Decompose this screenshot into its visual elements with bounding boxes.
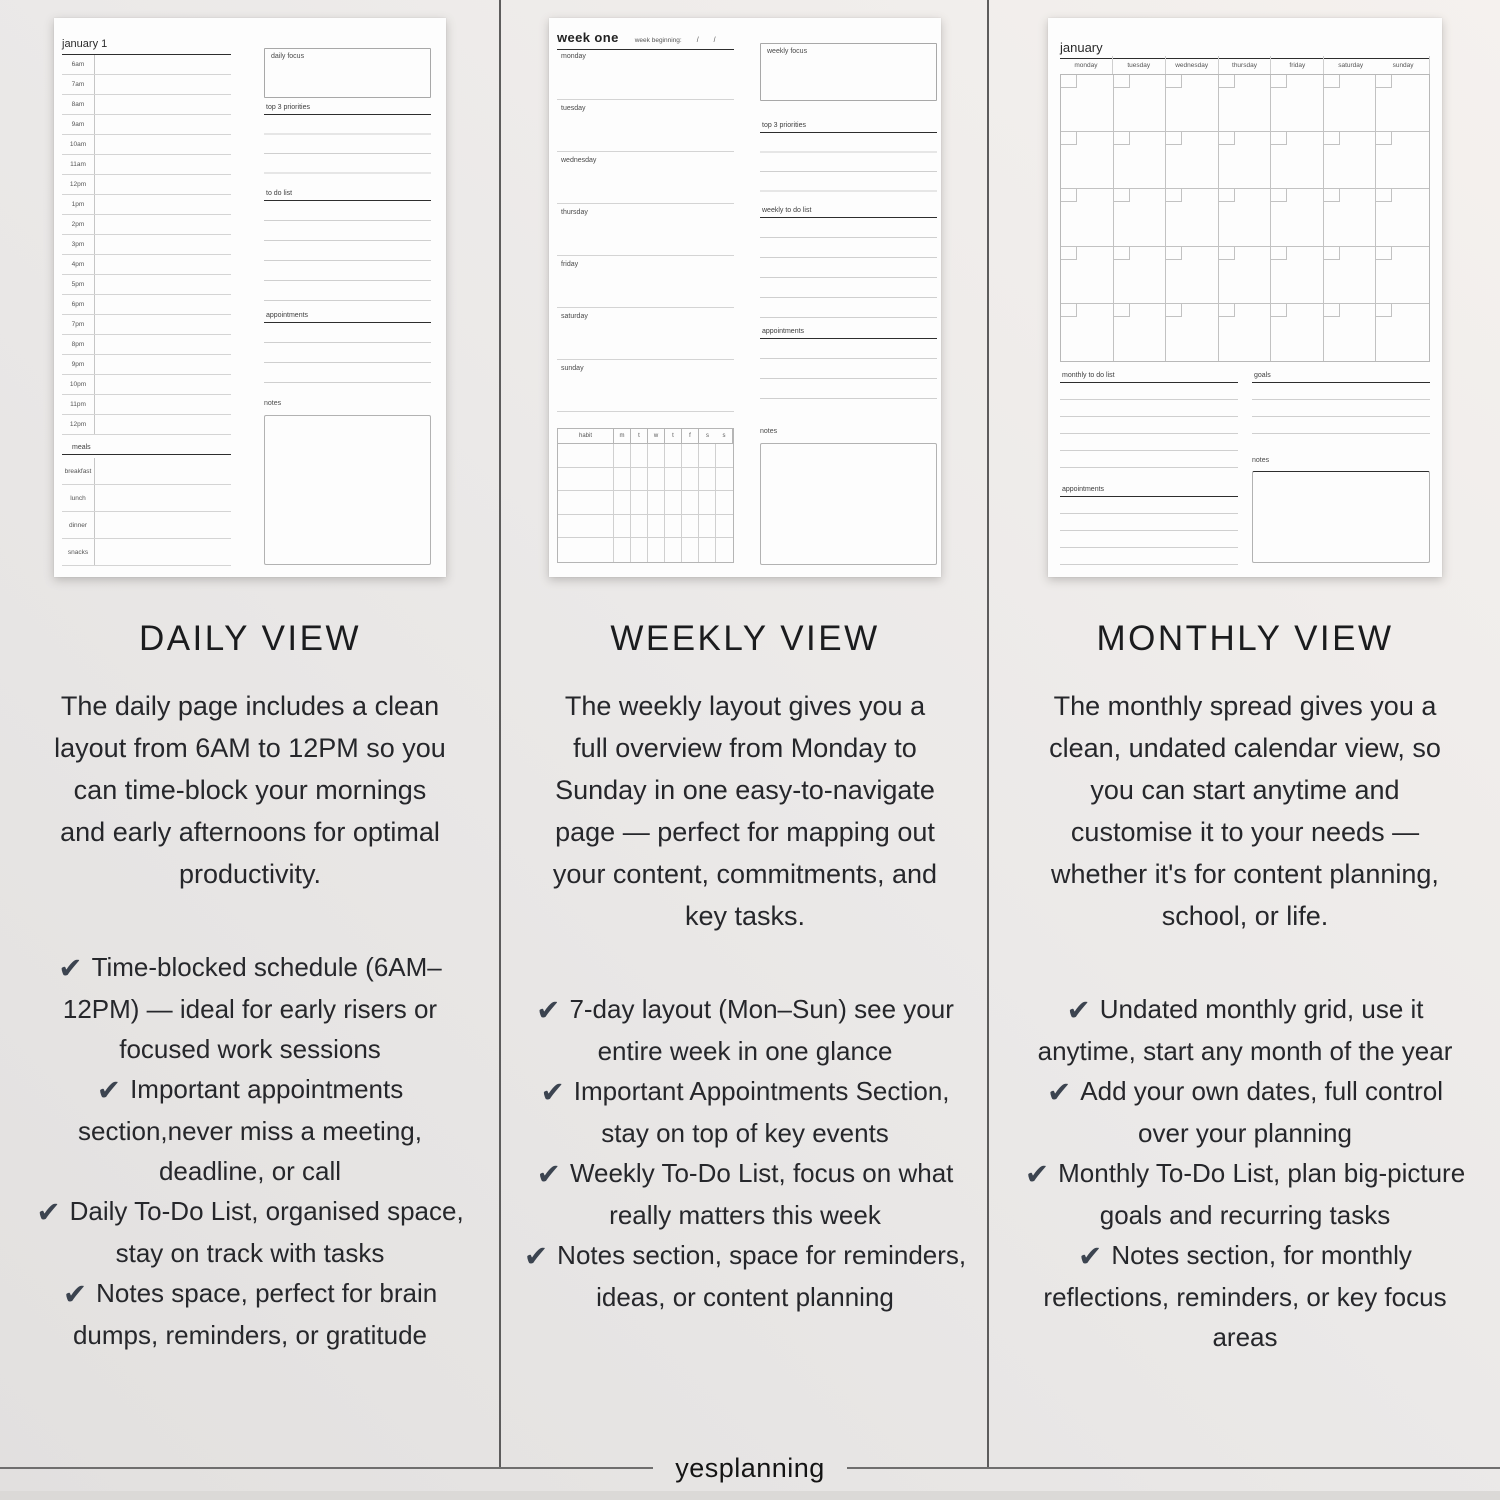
- time-slot-row: [62, 375, 231, 395]
- weekday-header-cell: friday: [1271, 56, 1324, 74]
- time-slot-row: [62, 135, 231, 155]
- monthly-planner-preview: [1048, 18, 1442, 577]
- time-slot-row: [62, 315, 231, 335]
- ruled-lines: [264, 323, 431, 383]
- feature-item: [24, 947, 476, 1069]
- meal-row: [62, 458, 231, 485]
- time-label: 10am: [62, 135, 95, 154]
- habit-header-row: [558, 429, 733, 444]
- time-slot-row: [62, 195, 231, 215]
- meal-row: [62, 485, 231, 512]
- time-slot-row: [62, 215, 231, 235]
- habit-grid: [558, 444, 733, 562]
- time-label: 2pm: [62, 215, 95, 234]
- monthly-bottom-right: [1252, 372, 1430, 563]
- time-label: 3pm: [62, 235, 95, 254]
- time-slot-write-area: [95, 275, 231, 294]
- time-slot-write-area: [95, 415, 231, 434]
- column-heading-weekly: WEEKLY VIEW: [610, 619, 880, 658]
- ruled-lines: [760, 133, 937, 192]
- time-slot-row: [62, 355, 231, 375]
- feature-item: [1019, 1235, 1471, 1357]
- feature-list-daily: [24, 947, 476, 1355]
- meal-write-area: [95, 485, 231, 511]
- check-icon: ✔: [1046, 1077, 1072, 1109]
- priorities-heading: top 3 priorities: [760, 122, 937, 133]
- column-heading-daily: DAILY VIEW: [138, 619, 362, 658]
- todo-heading: monthly to do list: [1060, 372, 1238, 383]
- time-slot-write-area: [95, 135, 231, 154]
- weekly-appointments-section: [760, 328, 937, 399]
- time-slot-write-area: [95, 335, 231, 354]
- time-slot-write-area: [95, 295, 231, 314]
- week-beginning-label: week beginning:: [634, 37, 682, 44]
- time-slot-write-area: [95, 315, 231, 334]
- weekly-right-column: [760, 18, 937, 577]
- weekly-focus-box: [760, 43, 937, 101]
- feature-text: 7-day layout (Mon–Sun) see your entire week in one glance: [569, 994, 954, 1066]
- habit-header-cell: f: [682, 429, 699, 444]
- time-slot-row: [62, 95, 231, 115]
- time-label: 8am: [62, 95, 95, 114]
- time-label: 11am: [62, 155, 95, 174]
- weekly-page-title-row: [557, 30, 734, 50]
- feature-item: [24, 1273, 476, 1355]
- time-slot-row: [62, 255, 231, 275]
- time-slot-row: [62, 115, 231, 135]
- meal-write-area: [95, 512, 231, 538]
- appointments-heading: appointments: [1060, 486, 1238, 497]
- meal-label: dinner: [62, 512, 95, 538]
- time-slot-row: [62, 155, 231, 175]
- habit-tracker-table: [557, 428, 734, 563]
- meal-write-area: [95, 539, 231, 565]
- daily-appointments-section: [264, 312, 431, 383]
- meal-label: breakfast: [62, 458, 95, 484]
- daily-page-title: january 1: [62, 38, 231, 55]
- ruled-lines: [1060, 497, 1238, 565]
- notes-box: [264, 415, 431, 565]
- daily-focus-box: [264, 48, 431, 98]
- weekday-section: thursday: [557, 204, 734, 256]
- time-slot-row: [62, 55, 231, 75]
- time-label: 6pm: [62, 295, 95, 314]
- feature-item: [519, 1071, 971, 1153]
- feature-item: [519, 1235, 971, 1317]
- weekly-focus-label: weekly focus: [767, 48, 808, 55]
- feature-text: Important Appointments Section, stay on top of key events: [573, 1076, 950, 1148]
- check-icon: ✔: [1024, 1159, 1050, 1191]
- feature-text: Monthly To-Do List, plan big-picture goals and recurring tasks: [1058, 1158, 1466, 1230]
- time-slot-write-area: [95, 375, 231, 394]
- time-slot-write-area: [95, 215, 231, 234]
- time-label: 7pm: [62, 315, 95, 334]
- time-slot-write-area: [95, 95, 231, 114]
- weekday-header-cell: thursday: [1219, 56, 1272, 74]
- meals-table: [62, 458, 231, 566]
- habit-header-cell: t: [631, 429, 648, 444]
- weekday-section: saturday: [557, 308, 734, 360]
- habit-header-cell: t: [665, 429, 682, 444]
- time-slot-write-area: [95, 355, 231, 374]
- feature-text: Time-blocked schedule (6AM–12PM) — ideal for early risers or focused work sessions: [62, 952, 442, 1064]
- weekday-section: monday: [557, 48, 734, 100]
- meal-label: lunch: [62, 485, 95, 511]
- check-icon: ✔: [536, 1159, 561, 1191]
- time-slot-write-area: [95, 155, 231, 174]
- monthly-notes-section: [1252, 449, 1430, 563]
- feature-text: Daily To-Do List, organised space, stay on track with tasks: [69, 1196, 464, 1268]
- date-slash: /: [696, 37, 699, 44]
- weekday-header-cell: saturday: [1338, 61, 1364, 69]
- time-slot-write-area: [95, 235, 231, 254]
- habit-header-cell: s: [699, 429, 716, 444]
- weekday-header-cell: sunday: [1377, 56, 1430, 74]
- ruled-lines: [1060, 383, 1238, 468]
- time-label: 6am: [62, 55, 95, 74]
- monthly-column: [990, 0, 1500, 1452]
- meal-row: [62, 512, 231, 539]
- check-icon: ✔: [96, 1075, 122, 1107]
- time-label: 4pm: [62, 255, 95, 274]
- todo-heading: weekly to do list: [760, 207, 937, 218]
- priorities-heading: top 3 priorities: [264, 104, 431, 115]
- month-calendar-grid: [1060, 74, 1430, 362]
- weekday-section: tuesday: [557, 100, 734, 152]
- date-slash: /: [713, 37, 716, 44]
- time-slot-row: [62, 175, 231, 195]
- appointments-heading: appointments: [760, 328, 937, 339]
- todo-heading: to do list: [264, 190, 431, 201]
- notes-label: notes: [264, 400, 282, 407]
- feature-item: [1019, 1071, 1471, 1153]
- notes-box: [1252, 471, 1430, 563]
- footer: [0, 1448, 1500, 1488]
- time-slot-write-area: [95, 195, 231, 214]
- notes-label: notes: [760, 428, 778, 435]
- weekly-notes-section: [760, 420, 937, 565]
- meal-label: snacks: [62, 539, 95, 565]
- time-label: 12pm: [62, 415, 95, 434]
- habit-header-cell: habit: [558, 429, 614, 444]
- column-description-daily: The daily page includes a clean layout from 6AM to 12PM so you can time-block your mornings and early afternoons for optimal productivity.: [54, 691, 446, 889]
- brand-name: yesplanning: [675, 1452, 825, 1483]
- column-description-monthly: The monthly spread gives you a clean, undated calendar view, so you can start anytime and customise it to your needs — whether it's for content planning, school, or life.: [1049, 691, 1441, 931]
- feature-item: [519, 989, 971, 1071]
- bottom-edge-band: [0, 1491, 1500, 1500]
- time-slot-write-area: [95, 55, 231, 74]
- feature-item: [1019, 989, 1471, 1071]
- weekday-header-cell: wednesday: [1166, 56, 1219, 74]
- weekday-section: sunday: [557, 360, 734, 412]
- daily-column: [0, 0, 500, 1452]
- feature-item: [24, 1191, 476, 1273]
- daily-focus-label: daily focus: [271, 53, 305, 60]
- weekly-planner-preview: [549, 18, 941, 577]
- weekly-day-sections: [557, 48, 734, 412]
- feature-item: [24, 1069, 476, 1191]
- check-icon: ✔: [1078, 1241, 1103, 1273]
- feature-text: Important appointments section,never miss a meeting, deadline, or call: [78, 1074, 422, 1186]
- meals-heading: meals: [62, 444, 231, 455]
- goals-heading: goals: [1252, 372, 1430, 383]
- daily-todo-section: [264, 190, 431, 301]
- weekday-header-cell: monday: [1060, 56, 1113, 74]
- monthly-page-title: january: [1060, 40, 1430, 59]
- footer-line-left: [0, 1467, 653, 1469]
- feature-item: [519, 1153, 971, 1235]
- feature-list-weekly: [519, 989, 971, 1317]
- time-slot-write-area: [95, 175, 231, 194]
- check-icon: ✔: [62, 1279, 88, 1311]
- feature-text: Notes section, for monthly reflections, reminders, or key focus areas: [1043, 1240, 1447, 1352]
- time-slot-row: [62, 395, 231, 415]
- column-description-weekly: The weekly layout gives you a full overview from Monday to Sunday in one easy-to-navigate page — perfect for mapping out your content, commitments, and key tasks.: [552, 691, 938, 931]
- weekly-column: [500, 0, 990, 1452]
- time-label: 10pm: [62, 375, 95, 394]
- ruled-lines: [1252, 383, 1430, 434]
- column-heading-monthly: MONTHLY VIEW: [1096, 619, 1394, 658]
- appointments-heading: appointments: [264, 312, 431, 323]
- meal-row: [62, 539, 231, 566]
- daily-planner-preview: [54, 18, 446, 577]
- habit-header-cell: s: [716, 429, 733, 444]
- feature-list-monthly: [1019, 989, 1471, 1357]
- time-label: 9am: [62, 115, 95, 134]
- time-label: 7am: [62, 75, 95, 94]
- weekly-page-title: week one: [557, 30, 619, 45]
- check-icon: ✔: [540, 1077, 565, 1109]
- feature-text: Undated monthly grid, use it anytime, start any month of the year: [1037, 994, 1453, 1066]
- time-slot-row: [62, 415, 231, 435]
- habit-header-cell: w: [648, 429, 665, 444]
- monthly-goals-section: [1252, 372, 1430, 434]
- weekly-priorities-section: [760, 122, 937, 192]
- check-icon: ✔: [523, 1241, 549, 1273]
- feature-text: Notes section, space for reminders, ideas, or content planning: [557, 1240, 967, 1312]
- time-label: 5pm: [62, 275, 95, 294]
- feature-item: [1019, 1153, 1471, 1235]
- time-slot-write-area: [95, 395, 231, 414]
- weekly-todo-section: [760, 207, 937, 318]
- weekday-section: friday: [557, 256, 734, 308]
- feature-text: Weekly To-Do List, focus on what really matters this week: [569, 1158, 954, 1230]
- notes-box: [760, 443, 937, 565]
- check-icon: ✔: [1066, 995, 1091, 1027]
- feature-text: Add your own dates, full control over your planning: [1080, 1076, 1444, 1148]
- ruled-lines: [760, 218, 937, 318]
- time-slot-row: [62, 335, 231, 355]
- monthly-todo-section: [1060, 372, 1238, 468]
- time-label: 8pm: [62, 335, 95, 354]
- daily-priorities-section: [264, 104, 431, 174]
- time-slot-write-area: [95, 115, 231, 134]
- ruled-lines: [264, 201, 431, 301]
- monthly-appointments-section: [1060, 486, 1238, 565]
- check-icon: ✔: [58, 953, 83, 985]
- time-slot-row: [62, 75, 231, 95]
- weekday-header-cell: tuesday: [1113, 56, 1166, 74]
- meal-write-area: [95, 458, 231, 484]
- weekday-header-row: [1060, 56, 1430, 74]
- monthly-bottom-left: [1060, 372, 1238, 565]
- time-slot-row: [62, 295, 231, 315]
- time-label: 9pm: [62, 355, 95, 374]
- daily-schedule: [62, 55, 231, 435]
- time-slot-row: [62, 275, 231, 295]
- check-icon: ✔: [536, 995, 561, 1027]
- ruled-lines: [760, 339, 937, 399]
- time-label: 1pm: [62, 195, 95, 214]
- time-label: 11pm: [62, 395, 95, 414]
- habit-header-cell: m: [614, 429, 631, 444]
- feature-text: Notes space, perfect for brain dumps, reminders, or gratitude: [72, 1278, 438, 1350]
- notes-label: notes: [1252, 457, 1270, 464]
- time-slot-write-area: [95, 255, 231, 274]
- daily-right-column: [264, 18, 431, 577]
- daily-notes-section: [264, 392, 431, 565]
- time-label: 12pm: [62, 175, 95, 194]
- ruled-lines: [264, 115, 431, 174]
- footer-line-right: [847, 1467, 1500, 1469]
- weekday-section: wednesday: [557, 152, 734, 204]
- check-icon: ✔: [36, 1197, 61, 1229]
- time-slot-row: [62, 235, 231, 255]
- time-slot-write-area: [95, 75, 231, 94]
